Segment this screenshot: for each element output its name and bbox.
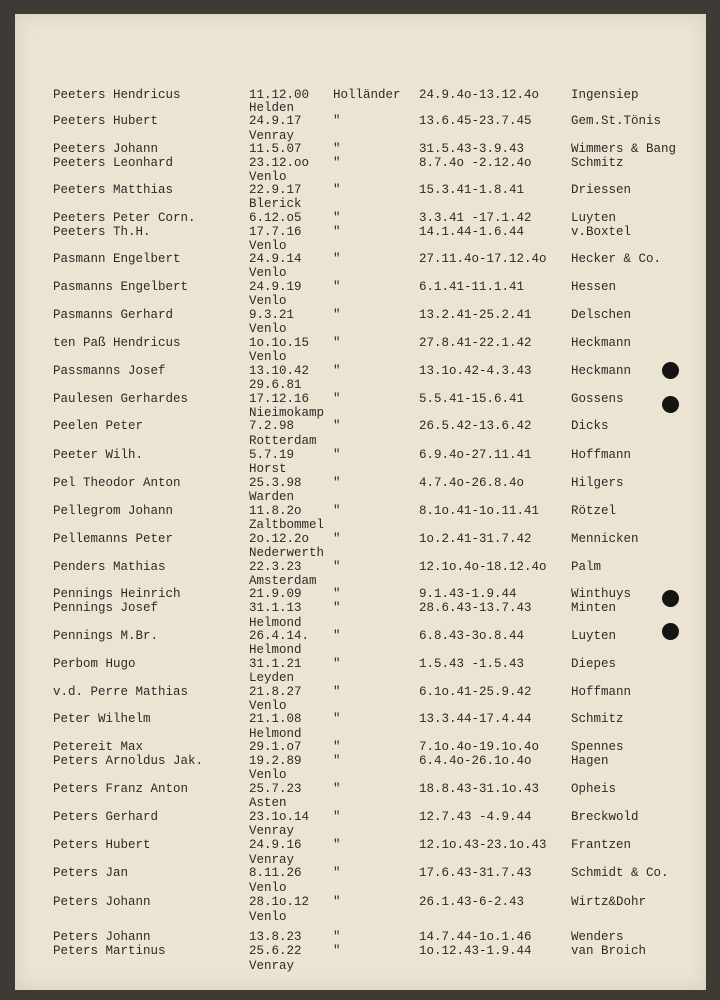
register-row: [15, 504, 706, 518]
register-row: [15, 754, 706, 768]
nationality: ": [333, 114, 341, 128]
nationality: ": [333, 601, 341, 615]
employment-period: 1o.2.41-31.7.42: [419, 532, 532, 546]
birth-date: 17.7.16: [249, 225, 302, 239]
employer: Driessen: [571, 183, 632, 197]
employment-period: 12.1o.4o-18.12.4o: [419, 560, 547, 574]
register-row: [15, 629, 706, 643]
nationality: ": [333, 308, 341, 322]
person-name: Pasmanns Engelbert: [53, 280, 189, 294]
person-name: Pennings M.Br.: [53, 629, 159, 643]
birth-date: 11.12.00: [249, 88, 310, 102]
register-row: [15, 895, 706, 909]
birth-place: Venlo: [249, 239, 287, 253]
birth-date: 13.10.42: [249, 364, 310, 378]
employment-period: 6.9.4o-27.11.41: [419, 448, 532, 462]
birth-place: Venlo: [249, 322, 287, 336]
employer: Hagen: [571, 754, 609, 768]
person-name: Peeters Matthias: [53, 183, 174, 197]
employer: v.Boxtel: [571, 225, 632, 239]
birth-date: 2o.12.2o: [249, 532, 310, 546]
birth-date: 28.1o.12: [249, 895, 310, 909]
birth-date: 23.1o.14: [249, 810, 310, 824]
register-row: [15, 156, 706, 170]
nationality: ": [333, 657, 341, 671]
punch-hole: [662, 396, 679, 413]
birth-date: 5.7.19: [249, 448, 295, 462]
birth-place: Venray: [249, 129, 295, 143]
employer: Hilgers: [571, 476, 624, 490]
employment-period: 27.11.4o-17.12.4o: [419, 252, 547, 266]
employment-period: 7.1o.4o-19.1o.4o: [419, 740, 540, 754]
birth-date: 21.1.08: [249, 712, 302, 726]
birth-place: Venray: [249, 959, 295, 973]
person-name: Peeters Hubert: [53, 114, 159, 128]
birth-place: Venlo: [249, 350, 287, 364]
birth-place: Zaltbommel: [249, 518, 325, 532]
register-row: [15, 601, 706, 615]
person-name: Pasmann Engelbert: [53, 252, 181, 266]
birth-date: 25.6.22: [249, 944, 302, 958]
employment-period: 6.4.4o-26.1o.4o: [419, 754, 532, 768]
register-row: [15, 225, 706, 239]
employment-period: 6.1.41-11.1.41: [419, 280, 525, 294]
birth-place: Venray: [249, 853, 295, 867]
birth-date: 17.12.16: [249, 392, 310, 406]
employer: van Broich: [571, 944, 647, 958]
person-name: ten Paß Hendricus: [53, 336, 181, 350]
birth-date: 6.12.o5: [249, 211, 302, 225]
employer: Wenders: [571, 930, 624, 944]
employment-period: 24.9.4o-13.12.4o: [419, 88, 540, 102]
punch-hole: [662, 590, 679, 607]
register-row: [15, 560, 706, 574]
employer: Hoffmann: [571, 685, 632, 699]
employer: Wirtz&Dohr: [571, 895, 647, 909]
employment-period: 13.6.45-23.7.45: [419, 114, 532, 128]
employment-period: 12.1o.43-23.1o.43: [419, 838, 547, 852]
birth-date: 9.3.21: [249, 308, 295, 322]
nationality: ": [333, 866, 341, 880]
birth-place: Asten: [249, 796, 287, 810]
birth-date: 25.7.23: [249, 782, 302, 796]
employment-period: 9.1.43-1.9.44: [419, 587, 517, 601]
register-row: [15, 866, 706, 880]
employment-period: 26.5.42-13.6.42: [419, 419, 532, 433]
person-name: Peeters Peter Corn.: [53, 211, 196, 225]
employment-period: 31.5.43-3.9.43: [419, 142, 525, 156]
person-name: Pennings Heinrich: [53, 587, 181, 601]
employer: Schmidt & Co.: [571, 866, 669, 880]
person-name: Peters Franz Anton: [53, 782, 189, 796]
birth-place: Leyden: [249, 671, 295, 685]
person-name: Peeters Leonhard: [53, 156, 174, 170]
employment-period: 15.3.41-1.8.41: [419, 183, 525, 197]
punch-hole: [662, 623, 679, 640]
birth-date: 1o.1o.15: [249, 336, 310, 350]
birth-place: Horst: [249, 462, 287, 476]
employer: Opheis: [571, 782, 617, 796]
birth-place: Venlo: [249, 768, 287, 782]
employment-period: 8.1o.41-1o.11.41: [419, 504, 540, 518]
employer: Schmitz: [571, 712, 624, 726]
employer: Gem.St.Tönis: [571, 114, 662, 128]
nationality: ": [333, 712, 341, 726]
nationality: ": [333, 392, 341, 406]
nationality: ": [333, 183, 341, 197]
employment-period: 14.7.44-1o.1.46: [419, 930, 532, 944]
person-name: Peeter Wilh.: [53, 448, 144, 462]
nationality: ": [333, 944, 341, 958]
register-row: [15, 448, 706, 462]
birth-place: Helden: [249, 101, 295, 115]
birth-place: Venlo: [249, 294, 287, 308]
register-row: [15, 657, 706, 671]
employment-period: 8.7.4o -2.12.4o: [419, 156, 532, 170]
birth-date: 29.1.o7: [249, 740, 302, 754]
punch-hole: [662, 362, 679, 379]
birth-date: 19.2.89: [249, 754, 302, 768]
person-name: Peters Hubert: [53, 838, 151, 852]
birth-date: 31.1.21: [249, 657, 302, 671]
employment-period: 6.1o.41-25.9.42: [419, 685, 532, 699]
birth-date: 11.5.07: [249, 142, 302, 156]
person-name: Pel Theodor Anton: [53, 476, 181, 490]
nationality: ": [333, 685, 341, 699]
person-name: v.d. Perre Mathias: [53, 685, 189, 699]
person-name: Pennings Josef: [53, 601, 159, 615]
employer: Winthuys: [571, 587, 632, 601]
employment-period: 18.8.43-31.1o.43: [419, 782, 540, 796]
person-name: Peters Johann: [53, 930, 151, 944]
nationality: ": [333, 142, 341, 156]
nationality: ": [333, 930, 341, 944]
nationality: ": [333, 156, 341, 170]
person-name: Peeters Th.H.: [53, 225, 151, 239]
employer: Luyten: [571, 211, 617, 225]
register-row: [15, 532, 706, 546]
employment-period: 13.2.41-25.2.41: [419, 308, 532, 322]
person-name: Peters Martinus: [53, 944, 166, 958]
register-row: [15, 142, 706, 156]
register-row: [15, 211, 706, 225]
birth-date: 21.8.27: [249, 685, 302, 699]
employer: Diepes: [571, 657, 617, 671]
birth-place: Helmond: [249, 727, 302, 741]
register-row: [15, 183, 706, 197]
nationality: ": [333, 587, 341, 601]
employment-period: 14.1.44-1.6.44: [419, 225, 525, 239]
nationality: ": [333, 211, 341, 225]
person-name: Petereit Max: [53, 740, 144, 754]
birth-place: Venlo: [249, 699, 287, 713]
nationality: ": [333, 252, 341, 266]
birth-date: 13.8.23: [249, 930, 302, 944]
nationality: ": [333, 810, 341, 824]
person-name: Peters Arnoldus Jak.: [53, 754, 204, 768]
person-name: Pasmanns Gerhard: [53, 308, 174, 322]
birth-place: Venray: [249, 824, 295, 838]
employment-period: 1.5.43 -1.5.43: [419, 657, 525, 671]
employment-period: 4.7.4o-26.8.4o: [419, 476, 525, 490]
register-row: [15, 712, 706, 726]
birth-date: 24.9.19: [249, 280, 302, 294]
nationality: ": [333, 532, 341, 546]
person-name: Peters Gerhard: [53, 810, 159, 824]
person-name: Peter Wilhelm: [53, 712, 151, 726]
employment-period: 1o.12.43-1.9.44: [419, 944, 532, 958]
birth-date: 24.9.16: [249, 838, 302, 852]
nationality: ": [333, 629, 341, 643]
person-name: Penders Mathias: [53, 560, 166, 574]
birth-place: Helmond: [249, 643, 302, 657]
birth-place: Amsterdam: [249, 574, 317, 588]
birth-place: Blerick: [249, 197, 302, 211]
employer: Breckwold: [571, 810, 639, 824]
birth-date: 24.9.17: [249, 114, 302, 128]
employer: Wimmers & Bang: [571, 142, 677, 156]
employer: Hessen: [571, 280, 617, 294]
birth-date: 25.3.98: [249, 476, 302, 490]
register-row: [15, 336, 706, 350]
register-row: [15, 252, 706, 266]
employer: Schmitz: [571, 156, 624, 170]
employer: Heckmann: [571, 364, 632, 378]
employer: Hecker & Co.: [571, 252, 662, 266]
employment-period: 28.6.43-13.7.43: [419, 601, 532, 615]
birth-date: 21.9.09: [249, 587, 302, 601]
nationality: ": [333, 740, 341, 754]
nationality: Holländer: [333, 88, 401, 102]
birth-date: 31.1.13: [249, 601, 302, 615]
register-row: [15, 88, 706, 102]
person-name: Paulesen Gerhardes: [53, 392, 189, 406]
register-row: [15, 685, 706, 699]
employment-period: 17.6.43-31.7.43: [419, 866, 532, 880]
employment-period: 27.8.41-22.1.42: [419, 336, 532, 350]
birth-date: 11.8.2o: [249, 504, 302, 518]
employment-period: 26.1.43-6-2.43: [419, 895, 525, 909]
person-name: Peeters Johann: [53, 142, 159, 156]
employment-period: 6.8.43-3o.8.44: [419, 629, 525, 643]
employer: Frantzen: [571, 838, 632, 852]
nationality: ": [333, 838, 341, 852]
birth-place: Helmond: [249, 616, 302, 630]
person-name: Perbom Hugo: [53, 657, 136, 671]
employment-period: 3.3.41 -17.1.42: [419, 211, 532, 225]
employer: Dicks: [571, 419, 609, 433]
employment-period: 12.7.43 -4.9.44: [419, 810, 532, 824]
nationality: ": [333, 782, 341, 796]
person-name: Peeters Hendricus: [53, 88, 181, 102]
employment-period: 5.5.41-15.6.41: [419, 392, 525, 406]
register-row: [15, 782, 706, 796]
birth-date: 22.3.23: [249, 560, 302, 574]
employer: Palm: [571, 560, 602, 574]
birth-place: Warden: [249, 490, 295, 504]
birth-place: Venlo: [249, 881, 287, 895]
employer: Delschen: [571, 308, 632, 322]
birth-place: Rotterdam: [249, 434, 317, 448]
birth-date: 8.11.26: [249, 866, 302, 880]
register-row: [15, 944, 706, 958]
nationality: ": [333, 504, 341, 518]
register-row: [15, 476, 706, 490]
employer: Heckmann: [571, 336, 632, 350]
person-name: Peelen Peter: [53, 419, 144, 433]
employer: Rötzel: [571, 504, 617, 518]
employer: Minten: [571, 601, 617, 615]
nationality: ": [333, 895, 341, 909]
employer: Mennicken: [571, 532, 639, 546]
employer: Ingensiep: [571, 88, 639, 102]
register-row: [15, 740, 706, 754]
birth-date: 7.2.98: [249, 419, 295, 433]
birth-place: Venlo: [249, 266, 287, 280]
birth-place: Venlo: [249, 910, 287, 924]
register-row: [15, 930, 706, 944]
birth-place: Nieimokamp: [249, 406, 325, 420]
nationality: ": [333, 364, 341, 378]
birth-date: 23.12.oo: [249, 156, 310, 170]
register-row: [15, 419, 706, 433]
employer: Gossens: [571, 392, 624, 406]
birth-place: Nederwerth: [249, 546, 325, 560]
person-name: Pellemanns Peter: [53, 532, 174, 546]
nationality: ": [333, 419, 341, 433]
nationality: ": [333, 225, 341, 239]
nationality: ": [333, 560, 341, 574]
register-row: [15, 308, 706, 322]
register-row: [15, 587, 706, 601]
person-name: Peters Jan: [53, 866, 129, 880]
document-page: [15, 14, 706, 990]
employer: Luyten: [571, 629, 617, 643]
register-row: [15, 810, 706, 824]
person-name: Pellegrom Johann: [53, 504, 174, 518]
nationality: ": [333, 336, 341, 350]
nationality: ": [333, 754, 341, 768]
register-row: [15, 280, 706, 294]
person-name: Passmanns Josef: [53, 364, 166, 378]
employer: Hoffmann: [571, 448, 632, 462]
register-row: [15, 364, 706, 378]
nationality: ": [333, 476, 341, 490]
person-name: Peters Johann: [53, 895, 151, 909]
employer: Spennes: [571, 740, 624, 754]
birth-place: 29.6.81: [249, 378, 302, 392]
register-row: [15, 392, 706, 406]
nationality: ": [333, 280, 341, 294]
nationality: ": [333, 448, 341, 462]
birth-date: 22.9.17: [249, 183, 302, 197]
birth-place: Venlo: [249, 170, 287, 184]
register-row: [15, 114, 706, 128]
birth-date: 26.4.14.: [249, 629, 310, 643]
employment-period: 13.1o.42-4.3.43: [419, 364, 532, 378]
register-row: [15, 838, 706, 852]
birth-date: 24.9.14: [249, 252, 302, 266]
employment-period: 13.3.44-17.4.44: [419, 712, 532, 726]
